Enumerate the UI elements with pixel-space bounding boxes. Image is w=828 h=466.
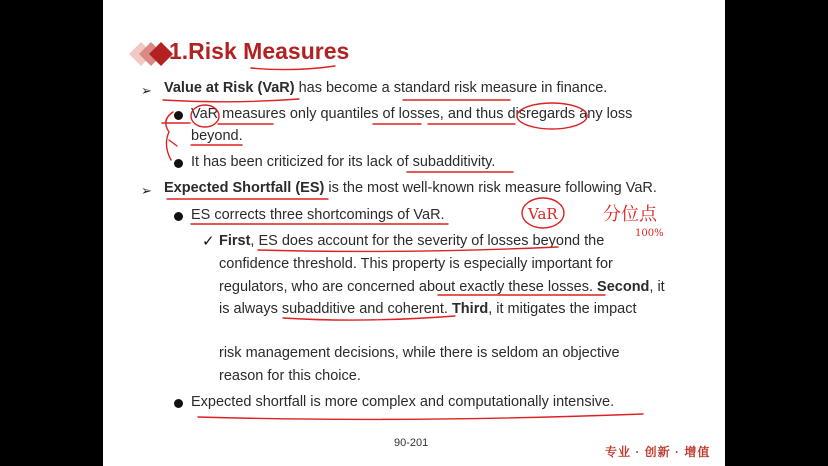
es-text-part: is always subadditive and coherent. xyxy=(219,301,452,317)
es-text-line: reason for this choice. xyxy=(219,368,361,384)
var-term: Value at Risk (VaR) xyxy=(164,80,295,96)
slide xyxy=(103,0,725,466)
bullet-var-quantiles: VaR measures only quantiles of losses, and thus disregards any loss xyxy=(191,106,633,122)
handwritten-quantile-note: 分位点 xyxy=(603,204,657,225)
arrow-bullet-icon: ➢ xyxy=(141,183,152,198)
second-label: Second xyxy=(597,279,650,295)
title-decoration-icon xyxy=(117,34,177,74)
arrow-bullet-icon: ➢ xyxy=(141,83,152,98)
handwritten-percent-note: 100% xyxy=(635,228,664,239)
slide-title: 1.Risk Measures xyxy=(169,38,350,64)
circle-bullet-icon xyxy=(174,399,183,408)
es-description: is the most well-known risk measure following VaR. xyxy=(324,180,657,196)
es-text-part: regulators, who are concerned about exactly these losses. xyxy=(219,279,598,295)
es-text-line: risk management decisions, while there is seldom an objective xyxy=(219,345,620,361)
bullet-var-quantiles-cont: beyond. xyxy=(191,128,243,144)
checkmark-icon: ✓ xyxy=(202,233,215,250)
third-label: Third xyxy=(451,301,489,317)
brand-slogan: 专业 · 创新 · 增值 xyxy=(605,445,711,459)
handwritten-var-note: VaR xyxy=(528,205,558,223)
first-text: , ES does account for the severity of losses beyond the xyxy=(250,233,605,249)
var-description: has become a standard risk measure in finance. xyxy=(294,80,608,96)
es-text-line: confidence threshold. This property is especially important for xyxy=(219,256,613,272)
es-first-point xyxy=(219,233,604,249)
bullet-es-corrects: ES corrects three shortcomings of VaR. xyxy=(191,207,445,223)
bullet-var-line xyxy=(164,80,607,96)
bullet-es-line xyxy=(164,180,657,196)
bullet-es-complexity: Expected shortfall is more complex and computationally intensive. xyxy=(191,394,615,410)
es-text-line xyxy=(219,301,636,317)
es-text-line xyxy=(219,279,665,295)
es-text-part: , it mitigates the impact xyxy=(488,301,637,317)
bullet-var-subadditivity: It has been criticized for its lack of subadditivity. xyxy=(191,154,496,170)
es-text-part: , it xyxy=(649,279,665,295)
circle-bullet-icon xyxy=(174,159,183,168)
first-label: First xyxy=(219,233,251,249)
circle-bullet-icon xyxy=(174,212,183,221)
circle-bullet-icon xyxy=(174,111,183,120)
es-term: Expected Shortfall (ES) xyxy=(164,180,325,196)
page-number: 90-201 xyxy=(394,437,429,449)
